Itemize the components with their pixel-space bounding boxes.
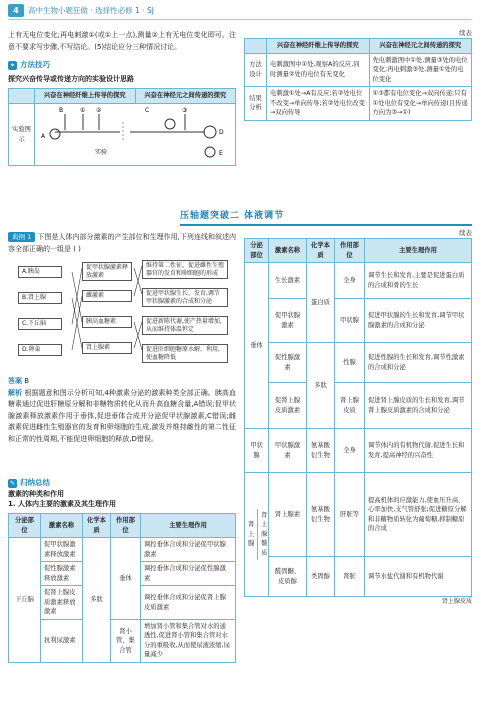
right-item-4: 促进肝细胞糖原水解、利用,使血糖降低 <box>142 344 228 363</box>
table-row-target: 全身 <box>335 263 365 299</box>
right-top-column <box>244 28 472 121</box>
label-two: ② <box>96 106 102 114</box>
table-row-target: 甲状腺 <box>335 299 365 343</box>
table-row-effect: 促进性腺的生长和发育,调节性激素的合成和分泌 <box>365 343 472 383</box>
page-header <box>0 0 480 20</box>
table-row-effect: 调节生长和发育,主要是促进蛋白质的合成和骨的生长 <box>365 263 472 299</box>
col-target-2: 作用部位 <box>335 239 365 263</box>
method-fiber: 电刺激图中①处,观察A的反应,同时测量②处的电位有无变化 <box>267 53 370 87</box>
table-row-effect: 增加肾小管和集合管对水的通透性,促进肾小管和集合管对水分的重吸收,从而使尿液浓缩,尿量减少 <box>141 619 236 662</box>
summary-subsubtitle: 1. 人体内主要的激素及其生理作用 <box>8 500 116 509</box>
table-row-name: 促肾上腺皮质激素释放激素 <box>41 586 83 620</box>
header-divider <box>8 19 472 20</box>
table-row-effect: 调控垂体合成和分泌促肾上腺皮质激素 <box>141 586 236 620</box>
col-target: 作用部位 <box>111 514 141 538</box>
site-adrenal <box>245 473 269 597</box>
method-neuron: 先电刺激图中①处,测量③处的电位变化;再电刺激③处,测量①处的电位变化 <box>369 53 472 87</box>
result-neuron: ①③都有电位变化→双向传递;只有①处电位有变化→单向传递(且传递方向为③→①) <box>369 87 472 121</box>
table-row-effect: 调控垂体合成和分泌促甲状腺激素 <box>141 538 236 562</box>
table-row-name: 促性腺激素 <box>269 343 307 383</box>
table-row-name: 促甲状腺激素释放激素 <box>41 538 83 562</box>
summary-block <box>8 477 236 663</box>
example-question: 下图是人体内部分激素的产生部位和生理作用,下列连线和叙述内容全部正确的一组是 ( ) <box>8 233 236 253</box>
connector-lines <box>8 260 236 372</box>
summary-icon: ✎ <box>9 479 16 487</box>
lightbulb-icon: ✦ <box>9 61 16 69</box>
continued-paragraph: 上有无电位变化;再电刺激①(或①上一点),测量②上有无电位变化即可。注意不要求写步骤,不写结论。(5)结论应分三种情况讨论。 <box>8 31 236 51</box>
mid-item-3: 胰高血糖素 <box>82 316 132 328</box>
header-neuron: 兴奋在神经元之间传递的探究 <box>135 89 236 104</box>
col-name: 激素名称 <box>41 514 83 538</box>
target-kidney-tubule: 肾小管、集合管 <box>111 619 141 662</box>
book-title: 高中生物小题狂做 · 选择性必修 1 · SJ <box>28 6 154 15</box>
row-label-result: 结果分析 <box>245 87 267 121</box>
neuron-diagram <box>35 104 235 162</box>
answer-value: B <box>24 377 30 385</box>
left-top-column <box>8 30 236 166</box>
table-row-name: 甲状腺激素 <box>269 429 307 473</box>
label-d: D <box>219 128 224 136</box>
table-row-effect: 促进肾上腺皮质的生长和发育,调节肾上腺皮质激素的合成和分泌 <box>365 383 472 429</box>
header-fiber: 兴奋在神经纤维上传导的探究 <box>35 89 136 104</box>
col-name-2: 激素名称 <box>269 239 307 263</box>
adrenal-label: 肾上腺 <box>245 509 258 561</box>
site-thyroid: 甲状腺 <box>245 429 269 473</box>
adrenal-medulla-label: 肾上腺髓质 <box>261 511 268 557</box>
table-row-effect: 促进甲状腺的生长和发育,调节甲状腺激素的合成和分泌 <box>365 299 472 343</box>
label-one: ① <box>80 106 86 114</box>
table-row-name: 抗利尿激素 <box>41 619 83 662</box>
right-item-3: 促进新陈代谢,使产热量增加,从而维持体温恒定 <box>142 316 228 335</box>
nature-peptide-2: 多肽 <box>307 343 335 429</box>
answer-label: 答案 <box>8 377 22 385</box>
section-band <box>180 210 472 226</box>
continued-label: 续表 <box>459 29 472 37</box>
table-row-nature: 氨基酸衍生物 <box>307 473 335 557</box>
experiment-figure <box>35 103 236 166</box>
left-item-1: A.胰岛 <box>18 266 62 278</box>
conduction-table <box>8 88 236 166</box>
method-heading: ✦ 方法技巧 <box>9 60 50 69</box>
table-row-effect: 调节体内的有机物代谢,促进生长和发育,提高神经的兴奋性 <box>365 429 472 473</box>
table-row-effect: 调节水盐代谢和有机物代谢 <box>365 557 472 597</box>
table-row-effect: 提高机体的应激能力,使血压升高、心率加快,支气管舒张;促进糖原分解和非糖物质转化为葡萄糖,抑制糖原的合成 <box>365 473 472 557</box>
table-row-target: 肾上腺皮质 <box>335 383 365 429</box>
target-pituitary: 垂体 <box>111 538 141 620</box>
right-item-2: 促进甲状腺生长、发育,调节甲状腺激素的合成和分泌 <box>142 288 228 307</box>
header-fiber-2: 兴奋在神经纤维上传导的探究 <box>267 39 370 54</box>
nature-protein: 蛋白质 <box>307 263 335 343</box>
label-shiyan: 实验 <box>95 148 108 156</box>
analysis-label: 解析 <box>8 388 23 397</box>
table-row-nature: 类固醇 <box>307 557 335 597</box>
summary-subtitle: 激素的种类和作用 <box>8 489 64 498</box>
left-item-4: D.卵巢 <box>18 344 62 356</box>
label-c: C <box>145 106 150 114</box>
left-item-3: C.下丘脑 <box>18 318 62 330</box>
page-number: 4 <box>8 4 24 17</box>
row-label-method: 方法设计 <box>245 53 267 87</box>
analysis-text: 根据题意和图示分析可知,4种激素分泌的激素种类全部正确。胰高血糖素通过促进肝糖原分解和非糖物质转化从而升高血糖含量,A错误;促甲状腺激素释放激素作用于垂体,促进垂体合成并分泌促甲状腺激素,C错误;雌激素促进雌性生殖器官的发育和卵细胞的生成,激发并维持雌性的第二性征和正常的性周期,不能促进卵细胞的释放,D错误。 <box>8 388 236 443</box>
table-row-name: 促甲状腺激素 <box>269 299 307 343</box>
table-row-nature: 氨基酸衍生物 <box>307 429 335 473</box>
mid-item-4: 肾上腺素 <box>82 342 132 354</box>
label-e: E <box>219 149 223 157</box>
label-three: ③ <box>182 106 188 114</box>
label-a: A <box>41 132 46 140</box>
example-figure <box>8 260 236 372</box>
continued-label-2: 续表 <box>459 229 472 237</box>
table-row-name: 醛固酮、皮质醇 <box>269 557 307 597</box>
method-subtitle: 探究兴奋传导或传递方向的实验设计思路 <box>8 74 134 83</box>
col-site-2: 分泌部位 <box>245 239 269 263</box>
table-row-target: 性腺 <box>335 343 365 383</box>
conduction-table-continued <box>244 38 472 121</box>
summary-heading: ✎ 归纳总结 <box>9 478 50 487</box>
example-badge: 典例 1 <box>8 232 35 242</box>
table-corner <box>9 89 35 104</box>
table-row-target: 全身 <box>335 429 365 473</box>
hormone-table <box>8 513 236 663</box>
right-item-1: 维持第二性征、促进雌性生殖器官的发育和卵细胞的形成 <box>142 260 228 279</box>
label-b: B <box>59 106 64 114</box>
header-neuron-2: 兴奋在神经元之间传递的探究 <box>369 39 472 54</box>
site-hypothalamus: 下丘脑 <box>9 538 41 663</box>
col-nature-2: 化学本质 <box>307 239 335 263</box>
table-row-name: 促性腺激素释放激素 <box>41 562 83 586</box>
col-effect: 主要生理作用 <box>141 514 236 538</box>
table-row-target: 肝脏等 <box>335 473 365 557</box>
example-block <box>8 232 236 445</box>
nature-peptide: 多肽 <box>83 538 111 663</box>
table-row-name: 生长激素 <box>269 263 307 299</box>
col-effect-2: 主要生理作用 <box>365 239 472 263</box>
mid-item-2: 雌激素 <box>82 290 132 302</box>
mid-item-1: 促甲状腺激素释放激素 <box>82 262 132 281</box>
result-fiber: 电刺激①处→A有反应;若②处电位不改变→单向传导;若②处电位改变→双向传导 <box>267 87 370 121</box>
table-corner-2 <box>245 39 267 54</box>
section-title: 压轴题突破二 体液调节 <box>180 211 285 221</box>
table-row-name: 肾上腺素 <box>269 473 307 557</box>
col-nature: 化学本质 <box>83 514 111 538</box>
table-row-target: 肾脏 <box>335 557 365 597</box>
left-item-2: B.肾上腺 <box>18 292 62 304</box>
adrenal-cortex-label: 肾上腺皮质 <box>441 598 472 606</box>
hormone-table-continued <box>244 238 472 597</box>
site-pituitary: 垂体 <box>245 263 269 429</box>
col-site: 分泌部位 <box>9 514 41 538</box>
table-row-name: 促肾上腺皮质激素 <box>269 383 307 429</box>
row-label-figure: 实验图示 <box>9 103 35 166</box>
right-table-block <box>244 228 472 606</box>
table-row-effect: 调控垂体合成和分泌促性腺激素 <box>141 562 236 586</box>
